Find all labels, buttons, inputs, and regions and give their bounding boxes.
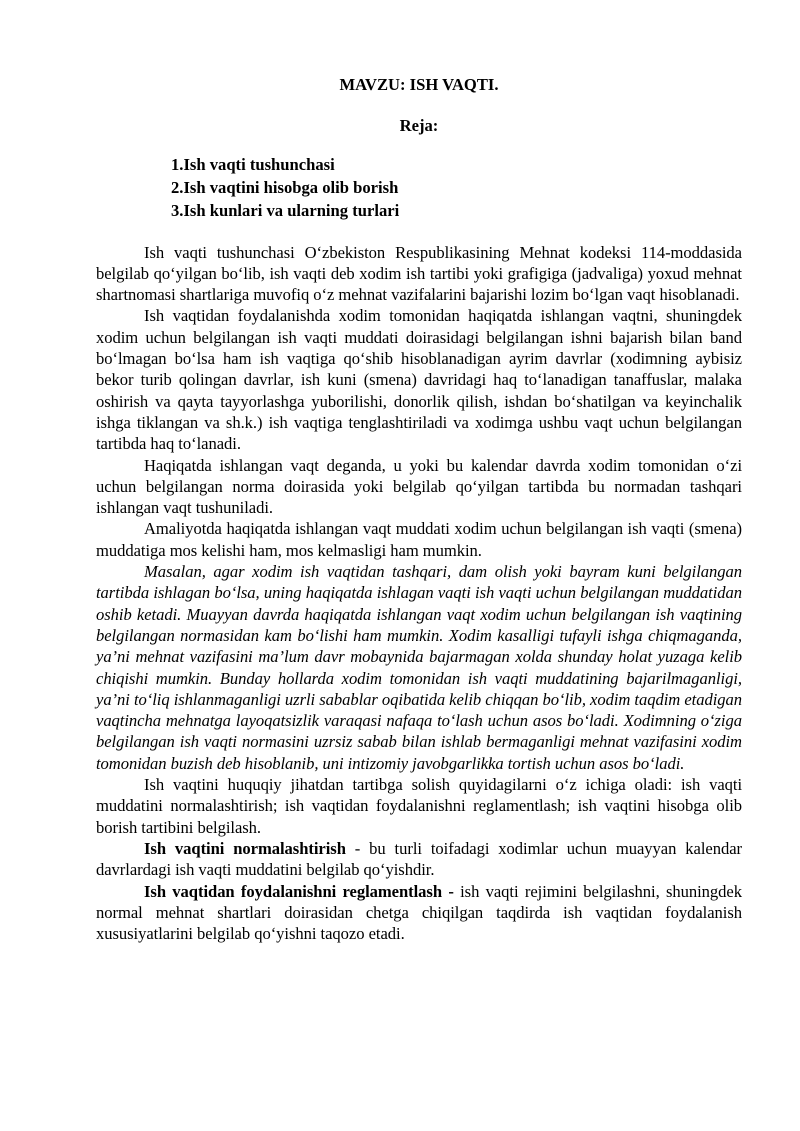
- definition-text: - bu turli toifadagi xodimlar uchun muayyan kalendar davrlardagi ish vaqti muddatini belgilab qo‘yishdir.: [96, 838, 742, 880]
- plan-item: 2.Ish vaqtini hisobga olib borish: [171, 177, 399, 197]
- paragraph: Ish vaqti tushunchasi O‘zbekiston Respublikasining Mehnat kodeksi 114-moddasida belgilab qo‘yilgan bo‘lib, ish vaqti deb xodim ish tartibi yoki grafigiga (jadvaliga) yoxud mehnat shartnomasi shartlariga muvofiq o‘z mehnat vazifalarini bajarishi lozim bo‘lgan vaqt hisoblanadi.: [96, 242, 742, 305]
- plan-list: [96, 153, 742, 222]
- defined-term: Ish vaqtini normalashtirish: [144, 838, 346, 858]
- plan-item: 1.Ish vaqti tushunchasi: [171, 154, 335, 174]
- italic-example-paragraph: Masalan, agar xodim ish vaqtidan tashqari, dam olish yoki bayram kuni belgilangan tartibda ishlagan bo‘lsa, uning haqiqatda ishlagan vaqti ish vaqti uchun belgilangan muddatidan oshib ketadi. Muayyan davrda haqiqatda ishlangan vaqt xodim uchun belgilangan ish vaqtining belgilangan normasidan kam bo‘lishi ham mumkin. Xodim kasalligi tufayli ishga chiqmaganda, ya’ni mehnat vazifasini ma’lum davr mobaynida bajarmagan xolda shunday holat yuzaga kelib chiqishi mumkin. Bunday hollarda xodim tomonidan ish vaqti muddatining bajarilmaganligi, ya’ni to‘liq ishlanmaganligi uzrli sabablar oqibatida kelib chiqqan bo‘lib, xodim taqdim etadigan vaqtincha mehnatga layoqatsizlik varaqasi nafaqa to‘lash uchun asos bo‘ladi. Xodimning o‘ziga belgilangan ish vaqti normasini uzrsiz sabab bilan ishlab bermaganligi mehnat vazifasini xodim tomonidan buzish deb hisoblanib, uni intizomiy javobgarlikka tortish uchun asos bo‘ladi.: [96, 562, 742, 773]
- defined-term: Ish vaqtidan foydalanishni reglamentlash -: [144, 881, 454, 901]
- definition-text: ish vaqti rejimini belgilashni, shuningdek normal mehnat shartlari doirasidan chetga chiqilgan taqdirda ish vaqtidan foydalanish xususiyatlarini belgilab qo‘yishni taqozo etadi.: [96, 881, 742, 944]
- paragraph: Ish vaqtidan foydalanishda xodim tomonidan haqiqatda ishlangan vaqtni, shuningdek xodim uchun belgilangan ish vaqti muddati doirasidagi belgilangan ishni bajarish bilan band bo‘lmagan bo‘lsa ham ish vaqtiga qo‘shib hisoblanadigan ayrim davrlar (xodimning aybisiz bekor turib qolingan davrlar, ish kuni (smena) davridagi haq to‘lanadigan tanaffuslar, malaka oshirish va qayta tayyorlashga yuborilishi, donorlik qilish, ishdan bo‘shatilgan va keyinchalik ishga tiklangan va sh.k.) ish vaqtiga tenglashtiriladi va xodimga ushbu vaqt uchun belgilangan tartibda haq to‘lanadi.: [96, 306, 742, 454]
- definition-paragraph: [96, 881, 742, 945]
- plan-heading: Reja:: [399, 116, 439, 136]
- paragraph: Haqiqatda ishlangan vaqt deganda, u yoki bu kalendar davrda xodim tomonidan o‘zi uchun belgilangan norma doirasida yoki belgilab qo‘yilgan tartibda bu normadan tashqari ishlangan vaqt tushuniladi.: [96, 455, 742, 518]
- definition-paragraph: [96, 838, 742, 881]
- document-title: MAVZU: ISH VAQTI.: [339, 75, 499, 94]
- paragraph: Ish vaqtini huquqiy jihatdan tartibga solish quyidagilarni o‘z ichiga oladi: ish vaqti muddatini normalashtirish; ish vaqtidan foydalanishni reglamentlash; ish vaqtini hisobga olib borish tartibini belgilash.: [96, 775, 742, 837]
- paragraph: Amaliyotda haqiqatda ishlangan vaqt muddati xodim uchun belgilangan ish vaqti (smena) muddatiga mos kelishi ham, mos kelmasligi ham mumkin.: [96, 519, 742, 560]
- plan-item: 3.Ish kunlari va ularning turlari: [171, 200, 400, 220]
- document-page: [96, 74, 742, 944]
